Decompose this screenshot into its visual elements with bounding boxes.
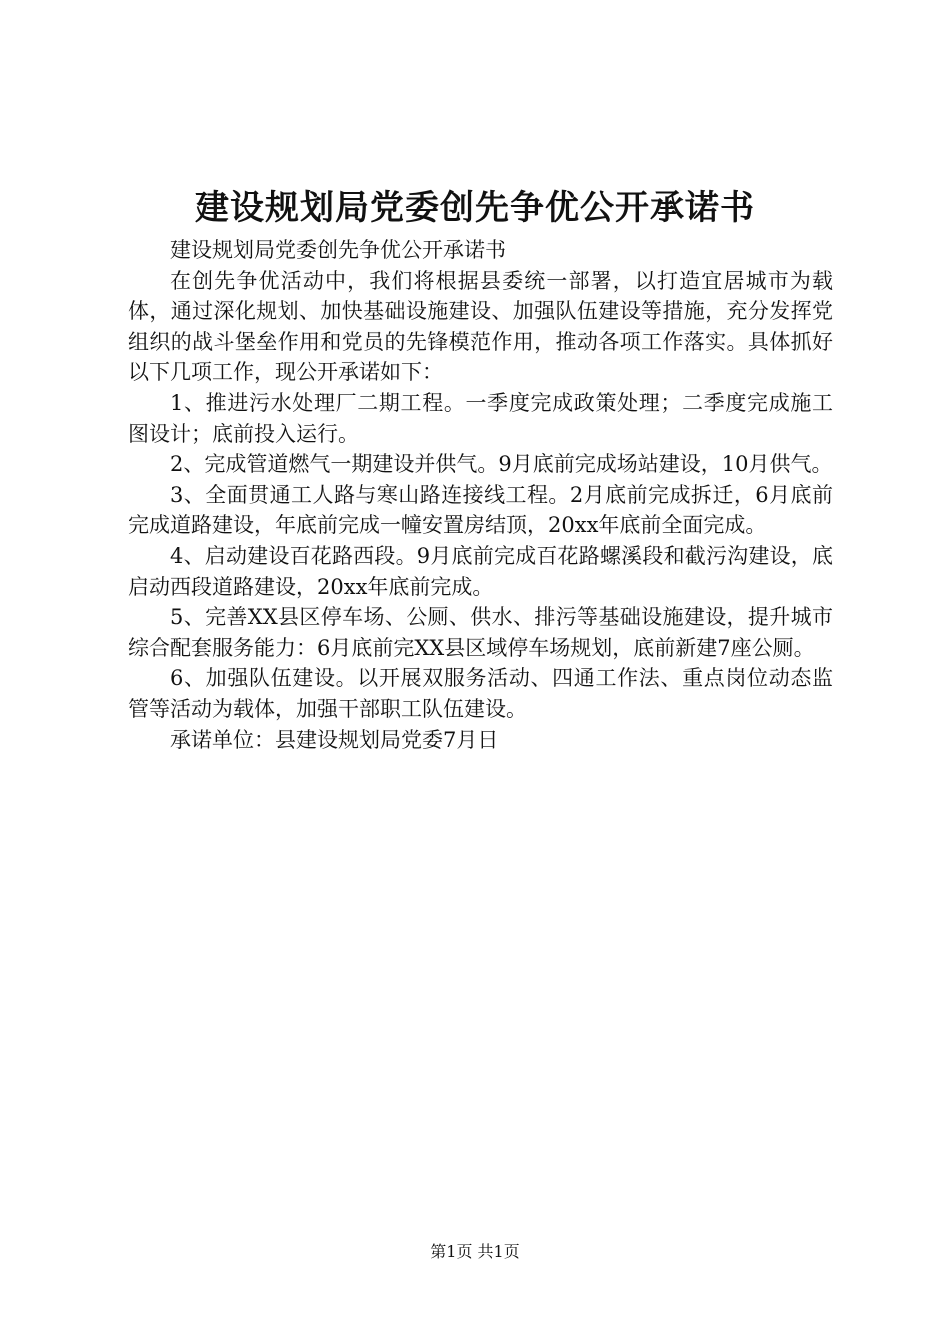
document-title: 建设规划局党委创先争优公开承诺书	[195, 188, 755, 228]
subtitle-paragraph: 建设规划局党委创先争优公开承诺书	[170, 238, 506, 262]
commitment-item-4: 4、启动建设百花路西段。9月底前完成百花路螺溪段和截污沟建设，底启动西段道路建设，20xx年底前完成。	[128, 543, 833, 599]
commitment-item-2: 2、完成管道燃气一期建设并供气。9月底前完成场站建设，10月供气。	[170, 452, 833, 477]
commitment-item-1: 1、推进污水处理厂二期工程。一季度完成政策处理；二季度完成施工图设计；底前投入运行。	[128, 390, 833, 446]
page-footer: 第1页 共1页	[430, 1242, 520, 1261]
commitment-item-6: 6、加强队伍建设。以开展双服务活动、四通工作法、重点岗位动态监管等活动为载体，加强干部职工队伍建设。	[128, 666, 833, 721]
intro-paragraph: 在创先争优活动中，我们将根据县委统一部署，以打造宜居城市为载体，通过深化规划、加快基础设施建设、加强队伍建设等措施，充分发挥党组织的战斗堡垒作用和党员的先锋模范作用，推动各项工作落实。具体抓好以下几项工作，现公开承诺如下：	[128, 268, 833, 385]
commitment-item-3: 3、全面贯通工人路与寒山路连接线工程。2月底前完成拆迁，6月底前完成道路建设，年底前完成一幢安置房结顶，20xx年底前全面完成。	[128, 482, 833, 538]
document-body	[128, 235, 833, 755]
signature-line: 承诺单位：县建设规划局党委7月日	[170, 727, 499, 752]
commitment-item-5: 5、完善XX县区停车场、公厕、供水、排污等基础设施建设，提升城市综合配套服务能力：6月底前完XX县区域停车场规划，底前新建7座公厕。	[128, 605, 833, 660]
